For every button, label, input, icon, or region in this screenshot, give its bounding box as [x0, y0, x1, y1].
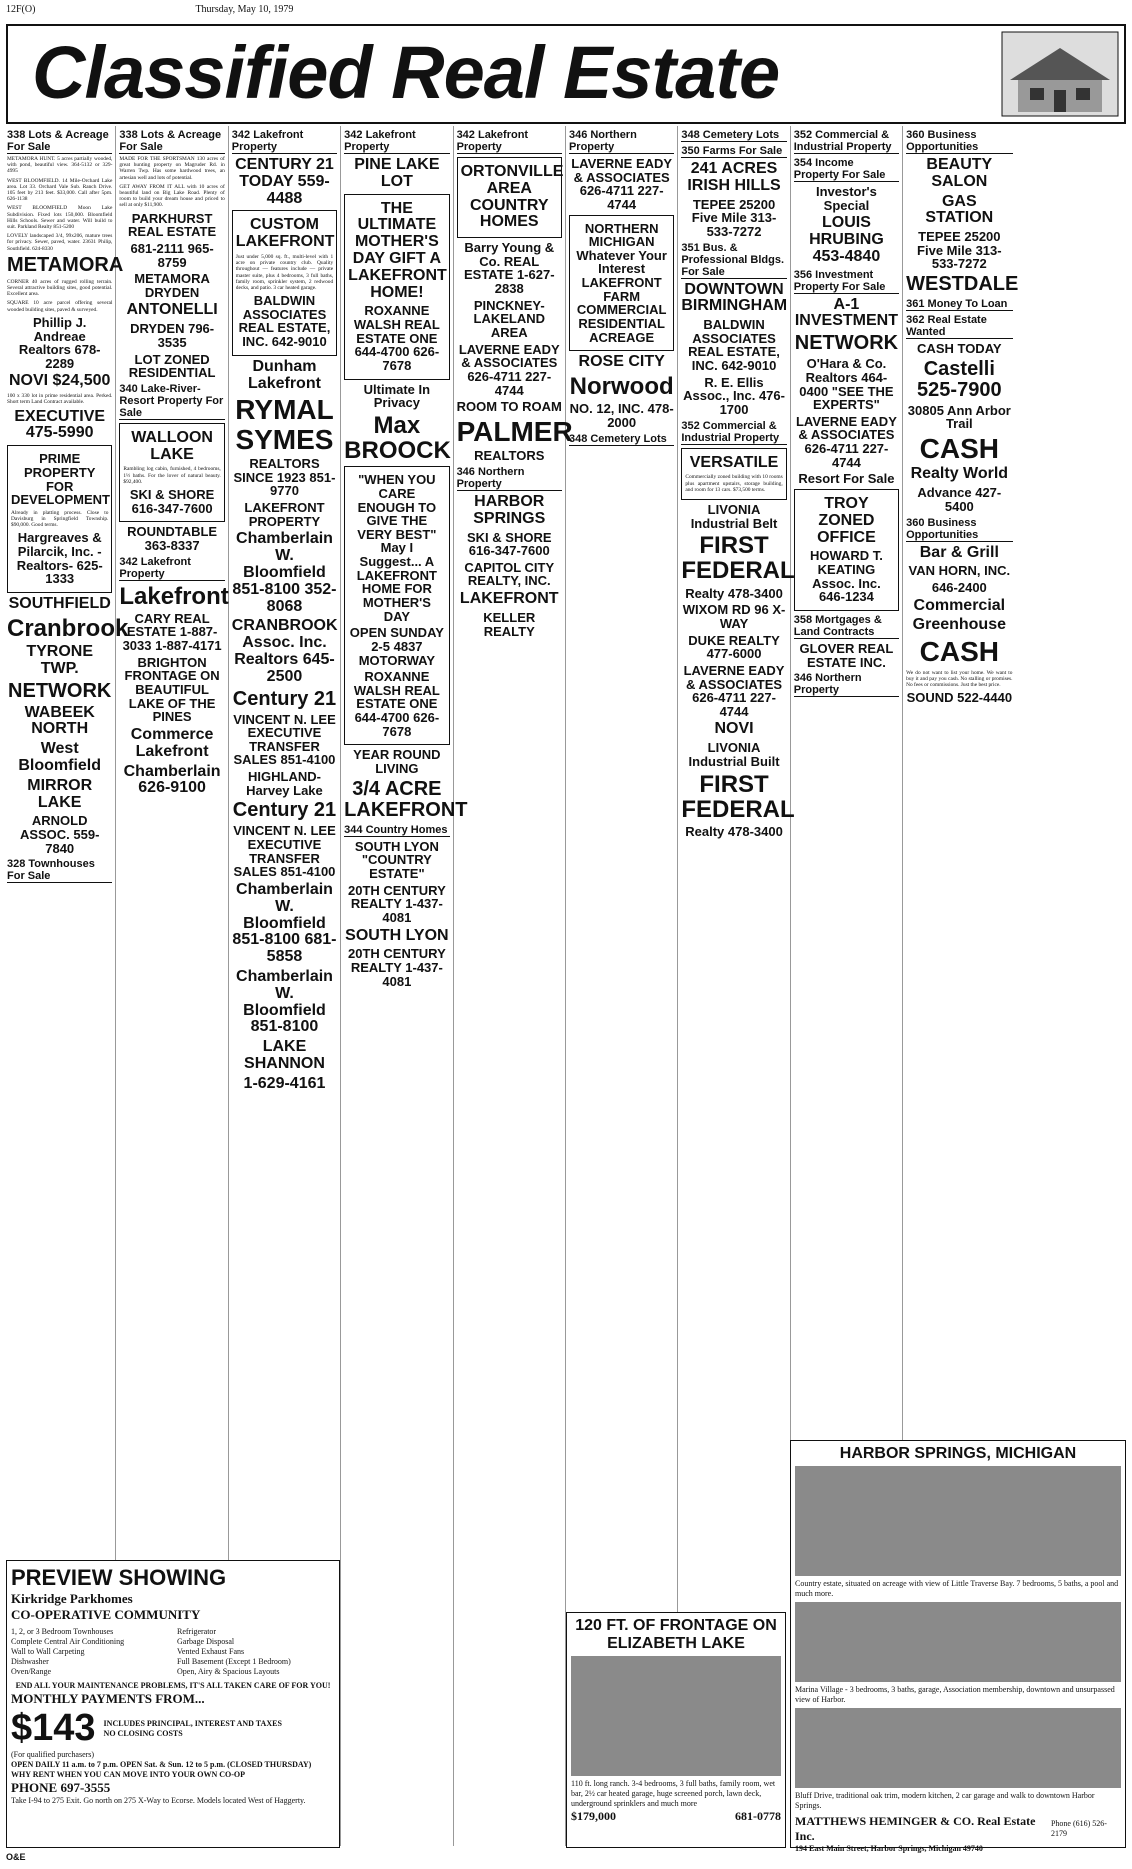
harbor-text: Country estate, situated on acreage with view of Little Traverse Bay. 7 bedrooms, 5 baths, a pool and much more.: [795, 1579, 1119, 1598]
ad-headline: Dunham Lakefront: [248, 357, 321, 392]
harbor-title: HARBOR SPRINGS, MICHIGAN: [839, 1445, 1077, 1462]
elizabeth-text: 110 ft. long ranch. 3-4 bedrooms, 3 full baths, family room, wet bar, 2½ car heated garage, huge screened porch, lawn deck, underground sprinklers and much more: [571, 1779, 776, 1808]
classified-ad: WEST BLOOMFIELD Moon Lake Subdivision. Fixed lots 150,000. Bloomfield Hills Schools. Sewer and water. Will build to suit. Parkland Realty 851-5200: [7, 205, 113, 231]
ad-box: [119, 423, 224, 522]
ad-logo: PALMER: [456, 415, 573, 447]
ad-box: [681, 448, 786, 500]
page-number: 12F(O): [6, 4, 36, 15]
ad-realtor: Phillip J. Andreae Realtors 678-2289: [18, 314, 101, 371]
ad-headline: WALLOON LAKE: [131, 428, 213, 463]
ad-logo-sub: NO. 12, INC. 478-2000: [569, 401, 674, 430]
ad-box: [7, 445, 112, 593]
ad-headline: BEAUTY SALON: [926, 156, 993, 190]
preview-payments: MONTHLY PAYMENTS FROM...: [11, 1691, 205, 1706]
classified-ad: METAMORA HUNT. 5 acres partially wooded, with pond, beautiful view. 364-5132 or 329-4995: [7, 156, 113, 175]
section-header: 340 Lake-River-Resort Property For Sale: [119, 382, 224, 419]
preview-phone: PHONE 697-3555: [11, 1780, 111, 1795]
ad-phone: LAVERNE EADY & ASSOCIATES 626-4711 227-4744: [683, 662, 785, 719]
ad-headline: A-1 INVESTMENT: [794, 295, 898, 330]
section-header: 358 Mortgages & Land Contracts: [794, 614, 899, 639]
ad-phone: VINCENT N. LEE EXECUTIVE TRANSFER SALES 851-4100: [233, 711, 336, 768]
ad-headline: CUSTOM LAKEFRONT: [235, 216, 335, 251]
ad-logo: Chamberlain W. Bloomfield 851-8100 681-5858: [232, 880, 337, 966]
ad-logo: Norwood: [569, 373, 674, 401]
house-photo: [571, 1656, 781, 1776]
classified-ad: CORNER 40 acres of rugged rolling terrain. Several attractive building sites, good potential. Excellent area.: [7, 278, 113, 298]
ad-headline: METAMORA DRYDEN: [134, 271, 210, 300]
ad-realtor: R. E. Ellis Assoc., Inc. 476-1700: [683, 374, 785, 417]
classified-ad: Rambling log cabin, furnished, 4 bedrooms, 1½ baths. For the lover of natural beauty. $92,400.: [123, 466, 221, 485]
ad-phone: Realty 478-3400: [685, 585, 783, 601]
ad-phone: ROUNDTABLE 363-8337: [127, 524, 218, 553]
section-header: 338 Lots & Acreage For Sale: [7, 129, 112, 154]
ad-realtor: VAN HORN, INC.: [908, 563, 1011, 579]
ad-phone: LAVERNE EADY & ASSOCIATES 626-4711 227-4744: [458, 341, 560, 398]
preview-subtitle-2: CO-OPERATIVE COMMUNITY: [11, 1607, 201, 1622]
ad-headline: PINE LAKE LOT: [354, 156, 440, 190]
ad-headline: NORTHERN MICHIGAN Whatever Your Interest LAKEFRONT FARM COMMERCIAL RESIDENTIAL ACREAGE: [576, 220, 667, 345]
ad-logo: Castelli 525-7900: [917, 357, 1002, 401]
elizabeth-title: 120 FT. OF FRONTAGE ON ELIZABETH LAKE: [575, 1617, 777, 1652]
ad-headline: TROY ZONED OFFICE: [817, 495, 876, 546]
ad-headline: NOVI $24,500: [8, 372, 111, 390]
ad-logo: NETWORK: [794, 332, 899, 355]
ad-logo: Chamberlain W. Bloomfield 851-8100 352-8068: [232, 530, 337, 615]
ad-phone: 20TH CENTURY REALTY 1-437-4081: [347, 882, 446, 925]
ad-phone: DRYDEN 796-3535: [130, 321, 215, 350]
preview-subtitle: Kirkridge Parkhomes: [11, 1591, 133, 1606]
price-note: INCLUDES PRINCIPAL, INTEREST AND TAXES: [103, 1718, 282, 1728]
ad-headline: PRIME PROPERTY FOR DEVELOPMENT: [11, 451, 110, 508]
ad-phone: 1-629-4161: [243, 1074, 326, 1092]
preview-features: [11, 1627, 335, 1677]
ad-box: [794, 489, 899, 611]
ad-logo: Century 21: [232, 799, 337, 822]
ad-phone: Realty 478-3400: [685, 823, 783, 839]
ad-realtor: ARNOLD ASSOC. 559-7840: [19, 813, 100, 856]
page-header-line: [6, 4, 1126, 15]
section-header: 342 Lakefront Property: [119, 556, 224, 581]
column-5: [454, 126, 573, 1846]
column-4: [341, 126, 468, 1846]
ad-phone: LAVERNE EADY & ASSOCIATES 626-4711 227-4744: [795, 413, 897, 470]
ad-logo: ANTONELLI: [126, 301, 218, 319]
preview-price: $143: [11, 1707, 96, 1749]
house-photo: [795, 1466, 1121, 1576]
section-header: 338 Lots & Acreage For Sale: [119, 129, 224, 154]
ad-logo: CENTURY 21 TODAY 559-4488: [235, 156, 334, 207]
matthews-phone: Phone (616) 526-2179: [1050, 1819, 1107, 1838]
section-header: 352 Commercial & Industrial Property: [681, 420, 786, 445]
classified-ad: LOVELY landscaped 3/4, 99x206, mature trees for privacy. Sewer, paved, water. 23631 Philip, Southfield. 624-8330: [7, 233, 113, 252]
classified-ad: MADE FOR THE SPORTSMAN 130 acres of great hunting property on Magruder Rd. in Warren Twp. Has some hardwood trees, an artesian well and lots of potential.: [119, 156, 225, 181]
ad-logo: Cranbrook: [7, 614, 129, 642]
section-header: 348 Cemetery Lots: [569, 433, 674, 446]
ad-phone: Advance 427-5400: [917, 485, 1002, 514]
ad-phone: CARY REAL ESTATE 1-887-3033 1-887-4171: [122, 610, 222, 654]
preview-price-notes: [104, 1719, 282, 1739]
ad-realtor: BALDWIN ASSOCIATES REAL ESTATE, INC. 642-9010: [238, 293, 331, 350]
section-header: 352 Commercial & Industrial Property: [794, 129, 899, 154]
features-left: [11, 1627, 169, 1677]
masthead: [6, 24, 1126, 124]
ad-headline: OPEN SUNDAY 2-5 4837 MOTORWAY: [349, 625, 444, 668]
preview-open: OPEN DAILY 11 a.m. to 7 p.m. OPEN Sat. & Sun. 12 to 5 p.m. (CLOSED THURSDAY): [11, 1760, 312, 1769]
ad-headline: SOUTH LYON: [345, 926, 449, 944]
feature-item: Oven/Range: [11, 1667, 51, 1676]
section-header: 348 Cemetery Lots: [681, 129, 786, 142]
ad-headline: ROOM TO ROAM: [456, 399, 562, 415]
harbor-springs-ad: [790, 1440, 1126, 1853]
ad-headline: PINCKNEY-LAKELAND AREA: [473, 297, 545, 341]
section-header: 360 Business Opportunities: [906, 129, 1012, 154]
ad-headline: WIXOM RD 96 X-WAY: [682, 602, 786, 631]
classified-ad: 100 x 330 lot in prime residential area. Perked. Short term Land Contract available.: [7, 393, 113, 406]
ad-headline: HARBOR SPRINGS: [473, 492, 546, 527]
ad-headline: NOVI: [714, 720, 754, 738]
classified-ad: GET AWAY FROM IT ALL with 10 acres of beautiful land on Big Lake Road. Plenty of room to build your dream house and priced to sell at only $11,900.: [119, 183, 225, 209]
ad-headline: Commerce Lakefront: [130, 725, 214, 760]
preview-price-row: [11, 1707, 335, 1750]
ad-phone: SKI & SHORE 616-347-7600: [129, 487, 215, 516]
page-date: Thursday, May 10, 1979: [195, 4, 294, 15]
feature-item: Garbage Disposal: [177, 1637, 235, 1646]
ad-address: 30805 Ann Arbor Trail: [907, 402, 1011, 432]
ad-phone: ROXANNE WALSH REAL ESTATE ONE 644-4700 626-7678: [353, 303, 440, 373]
ad-headline: THE ULTIMATE MOTHER'S DAY GIFT A LAKEFRONT HOME!: [348, 199, 447, 301]
features-right: [177, 1627, 335, 1677]
ad-logo: FIRST FEDERAL: [681, 532, 795, 585]
ad-headline: HIGHLAND-Harvey Lake: [246, 769, 323, 798]
ad-headline: MIRROR LAKE: [27, 776, 93, 811]
section-header: 342 Lakefront Property: [457, 129, 562, 154]
classified-ad: Already in platting process. Close to Davisburg in Springfield Township. $90,000. Good terms.: [11, 509, 109, 529]
harbor-marina: Marina Village - 3 bedrooms, 3 baths, garage, Association membership, downtown and unsurpassed view of Harbor.: [795, 1685, 1115, 1704]
ad-phone: LAVERNE EADY & ASSOCIATES 626-4711 227-4744: [571, 156, 673, 212]
ad-realtor: BALDWIN ASSOCIATES REAL ESTATE, INC. 642-9010: [688, 317, 780, 374]
section-header: 346 Northern Property: [569, 129, 674, 154]
house-photo: [795, 1708, 1121, 1788]
section-header: 344 Country Homes: [344, 824, 449, 837]
column-6: [566, 126, 678, 1846]
elizabeth-price: $179,000: [571, 1809, 616, 1823]
ad-realtor: GLOVER REAL ESTATE INC.: [799, 640, 894, 670]
ad-headline: Resort For Sale: [798, 471, 895, 487]
matthews-address: 194 East Main Street, Harbor Springs, Michigan 49740: [795, 1844, 983, 1853]
ad-logo: FIRST FEDERAL: [681, 770, 795, 823]
classified-ad: WEST BLOOMFIELD. 14 Mile-Orchard Lake area. Lot 33. Orchard Vale Sub. Ranch Drive. 105 feet by 213 feet. $33,000. Call after 5pm. 626-1138: [7, 177, 113, 203]
preview-why-rent: WHY RENT WHEN YOU CAN MOVE INTO YOUR OWN CO-OP: [11, 1770, 246, 1779]
ad-logo: Lakefront: [119, 582, 229, 610]
ad-logo: Century 21: [232, 687, 337, 710]
ad-phone: REALTORS SINCE 1923 851-9770: [233, 456, 336, 499]
feature-item: 1, 2, or 3 Bedroom Townhouses: [11, 1627, 114, 1636]
ad-phone: LOUIS HRUBING 453-4840: [809, 214, 884, 265]
classified-ad: Commercially zoned building with 10 rooms plus apartment upstairs, storage building, and room for 13 cars. $73,500 terms.: [685, 474, 783, 493]
ad-headline: "WHEN YOU CARE ENOUGH TO GIVE THE VERY BEST" May I Suggest... A LAKEFRONT HOME FOR MOTHER'S DAY: [356, 472, 437, 624]
ad-realtor: PARKHURST REAL ESTATE: [128, 210, 217, 240]
ad-headline: LAKEFRONT PROPERTY: [244, 500, 325, 529]
ad-headline: 241 ACRES IRISH HILLS: [687, 160, 781, 194]
column-7: [678, 126, 795, 1846]
ad-headline: 3/4 ACRE LAKEFRONT: [344, 777, 468, 821]
ad-phone: TEPEE 25200 Five Mile 313-533-7272: [691, 196, 777, 239]
ad-headline: WABEEK NORTH: [24, 703, 95, 738]
ad-phone: ROXANNE WALSH REAL ESTATE ONE 644-4700 626-7678: [353, 669, 440, 739]
preview-end: END ALL YOUR MAINTENANCE PROBLEMS, IT'S ALL TAKEN CARE OF FOR YOU!: [15, 1681, 331, 1690]
ad-phone: SKI & SHORE 616-347-7600: [467, 529, 552, 559]
classified-ad: We do not want to list your home. We want to buy it and pay you cash. No stalling or promises. No fees or commissions. Just the best price.: [906, 669, 1013, 688]
masthead-title: Classified Real Estate: [32, 31, 780, 114]
ad-headline: ORTONVILLE AREA COUNTRY HOMES: [460, 163, 564, 231]
feature-item: Wall to Wall Carpeting: [11, 1647, 85, 1656]
preview-directions: Take I-94 to 275 Exit. Go north on 275 X-Way to Ecorse. Models located West of Haggerty.: [11, 1796, 306, 1805]
ad-headline: ROSE CITY: [578, 353, 665, 371]
ad-headline: West Bloomfield: [18, 740, 102, 774]
ad-headline: CASH: [919, 433, 999, 465]
section-header: 328 Townhouses For Sale: [7, 858, 112, 883]
section-header: 360 Business Opportunities: [906, 517, 1012, 542]
elizabeth-lake-ad: [566, 1612, 786, 1848]
ad-headline: METAMORA: [7, 253, 124, 276]
ad-headline: Investor's Special: [815, 184, 877, 213]
harbor-bluff: Bluff Drive, traditional oak trim, modern kitchen, 2 car garage and walk to downtown Harbor Springs.: [795, 1791, 1095, 1810]
house-illustration-icon: [1000, 30, 1120, 118]
ad-headline: DOWNTOWN BIRMINGHAM: [681, 280, 788, 315]
classified-ad: SQUARE 10 acre parcel offering several wooded building sites, paved & surveyed.: [7, 300, 113, 313]
section-header: 351 Bus. & Professional Bldgs. For Sale: [681, 242, 786, 279]
ad-phone: 681-2111 965-8759: [130, 240, 214, 270]
ad-logo: NETWORK: [8, 679, 112, 702]
ad-box: [232, 210, 337, 355]
closing-note: NO CLOSING COSTS: [103, 1728, 183, 1738]
ad-headline: Bar & Grill: [919, 543, 999, 561]
page-footer: O&E: [6, 1852, 26, 1862]
preview-showing-ad: [6, 1560, 340, 1848]
ad-logo: Chamberlain W. Bloomfield 851-8100: [236, 967, 333, 1036]
elizabeth-price-row: [571, 1809, 781, 1824]
ad-logo: Realty World: [910, 465, 1009, 483]
ad-headline: Ultimate In Privacy: [363, 381, 431, 411]
ad-logo-sub: REALTORS: [474, 448, 545, 464]
feature-item: Complete Central Air Conditioning: [11, 1637, 125, 1646]
elizabeth-phone: 681-0778: [735, 1809, 781, 1823]
ad-headline: GAS STATION: [925, 192, 994, 227]
section-header: 362 Real Estate Wanted: [906, 314, 1012, 339]
section-header: 342 Lakefront Property: [232, 129, 337, 154]
ad-phone: SOUND 522-4440: [906, 690, 1013, 706]
ad-box: [457, 157, 562, 238]
ad-phone: HOWARD T. KEATING Assoc. Inc. 646-1234: [809, 548, 883, 605]
ad-phone: DUKE REALTY 477-6000: [688, 632, 780, 662]
ad-headline: LIVONIA Industrial Built: [688, 740, 780, 769]
matthews-logo: MATTHEWS HEMINGER & CO. Real Estate Inc.: [795, 1814, 1036, 1843]
ad-phone: VINCENT N. LEE EXECUTIVE TRANSFER SALES 851-4100: [233, 823, 336, 880]
section-header: 346 Northern Property: [794, 672, 899, 697]
ad-logo: Chamberlain 626-9100: [123, 762, 221, 797]
ad-headline: CASH: [919, 636, 999, 668]
ad-headline: LOT ZONED RESIDENTIAL: [128, 351, 216, 381]
ad-headline: Commercial: [913, 596, 1006, 614]
section-header: 361 Money To Loan: [906, 298, 1012, 311]
section-header: 356 Investment Property For Sale: [794, 269, 899, 294]
feature-item: Open, Airy & Spacious Layouts: [177, 1667, 280, 1676]
ad-phone: Barry Young & Co. REAL ESTATE 1-627-2838: [463, 240, 555, 297]
ad-headline: YEAR ROUND LIVING: [353, 747, 441, 777]
ad-headline: VERSATILE: [689, 453, 779, 471]
ad-phone: O'Hara & Co. Realtors 464-0400 "SEE THE EXPERTS": [799, 356, 894, 413]
section-header: 354 Income Property For Sale: [794, 157, 899, 182]
ad-box: [344, 466, 449, 745]
ad-headline: SOUTHFIELD: [8, 594, 111, 612]
ad-headline: Greenhouse: [912, 616, 1006, 634]
ad-phone: 20TH CENTURY REALTY 1-437-4081: [347, 946, 446, 989]
ad-realtor: Hargreaves & Pilarcik, Inc. -Realtors- 625-1333: [16, 530, 103, 587]
ad-headline: BRIGHTON FRONTAGE ON BEAUTIFUL LAKE OF THE PINES: [124, 654, 220, 725]
ad-logo: Max BROOCK: [344, 411, 451, 465]
ad-box: [569, 215, 674, 352]
classified-ad: Just under 5,000 sq. ft., multi-level with 1 acre on private country club. Quality throughout — features include — private master suite, plus 4 bedrooms, 3 full baths, family room, sprinkler system, 2 redwood decks, and patio. 3 car heated garage.: [235, 253, 334, 291]
harbor-footer: [795, 1814, 1121, 1844]
ad-realtor: CAPITOL CITY REALTY, INC.: [464, 559, 555, 589]
section-header: 346 Northern Property: [457, 466, 562, 491]
feature-item: Dishwasher: [11, 1657, 49, 1666]
feature-item: Full Basement (Except 1 Bedroom): [177, 1657, 291, 1666]
ad-logo: CRANBROOK Assoc. Inc. Realtors 645-2500: [231, 617, 338, 685]
preview-qualified: (For qualified purchasers): [11, 1750, 95, 1759]
ad-headline: TYRONE TWP.: [26, 642, 94, 677]
ad-headline: WESTDALE: [906, 273, 1019, 296]
feature-item: Vented Exhaust Fans: [177, 1647, 245, 1656]
ad-phone: 646-2400: [931, 579, 987, 595]
ad-realtor: KELLER REALTY: [483, 609, 536, 639]
section-header: 350 Farms For Sale: [681, 145, 786, 158]
house-photo: [795, 1602, 1121, 1682]
ad-box: [344, 194, 449, 380]
ad-headline: CASH TODAY: [917, 341, 1002, 357]
preview-title: PREVIEW SHOWING: [11, 1565, 227, 1590]
section-header: 342 Lakefront Property: [344, 129, 449, 154]
ad-headline: LIVONIA Industrial Belt: [690, 502, 778, 531]
ad-headline: LAKEFRONT: [459, 590, 559, 608]
ad-phone: EXECUTIVE 475-5990: [14, 407, 106, 442]
ad-headline: LAKE SHANNON: [244, 1038, 325, 1072]
ad-headline: SOUTH LYON "COUNTRY ESTATE": [354, 838, 439, 881]
ad-phone: TEPEE 25200 Five Mile 313-533-7272: [917, 229, 1002, 272]
feature-item: Refrigerator: [177, 1627, 217, 1636]
ad-logo: RYMAL SYMES: [235, 394, 334, 455]
